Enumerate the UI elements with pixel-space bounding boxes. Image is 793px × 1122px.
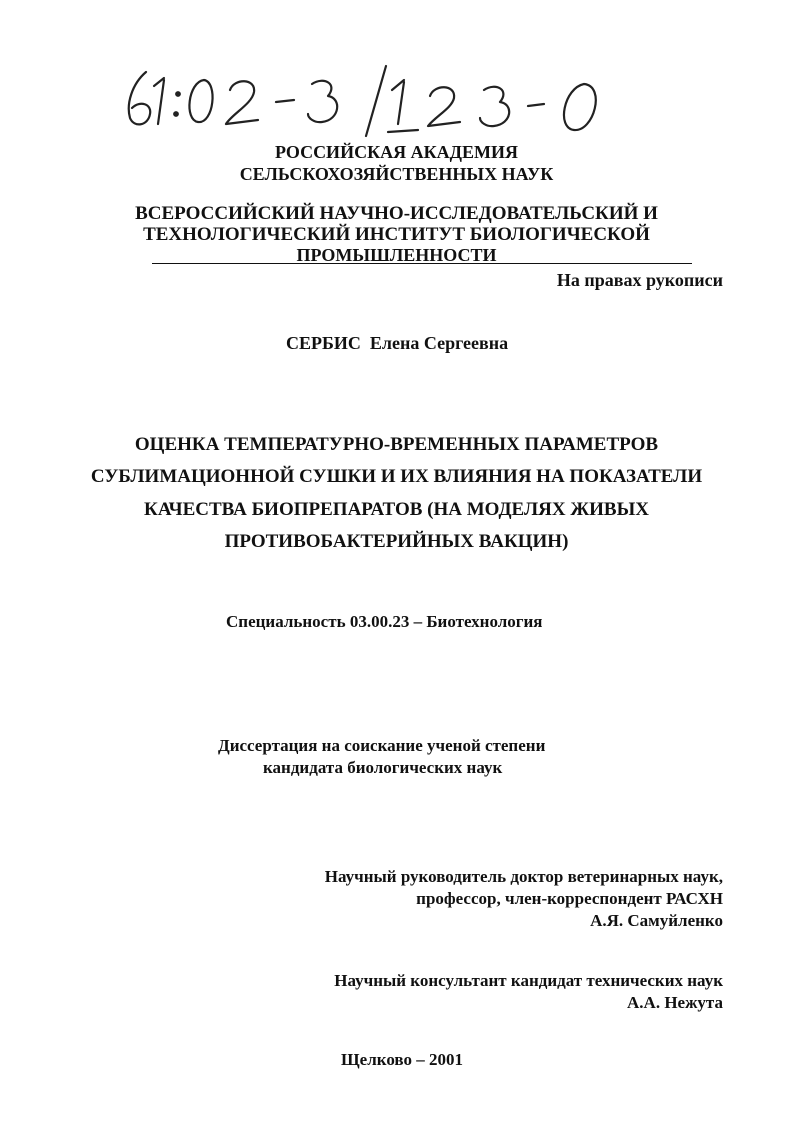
title-line-4: ПРОТИВОБАКТЕРИЙНЫХ ВАКЦИН): [224, 531, 569, 552]
dissertation-line-2: кандидата биологических наук: [263, 758, 503, 777]
title-line-3: КАЧЕСТВА БИОПРЕПАРАТОВ (НА МОДЕЛЯХ ЖИВЫХ: [144, 499, 649, 520]
consultant-name: А.А. Нежута: [627, 993, 723, 1012]
specialty: Специальность 03.00.23 – Биотехнология: [226, 612, 543, 631]
title-line-2: СУБЛИМАЦИОННОЙ СУШКИ И ИХ ВЛИЯНИЯ НА ПОКАЗАТЕЛИ: [90, 466, 703, 487]
supervisor-name: А.Я. Самуйленко: [590, 911, 723, 930]
institute-line-1: ВСЕРОССИЙСКИЙ НАУЧНО-ИССЛЕДОВАТЕЛЬСКИЙ И: [135, 203, 658, 224]
dissertation-line-1: Диссертация на соискание ученой степени: [218, 736, 546, 755]
author-given-name: Елена Сергеевна: [369, 333, 509, 353]
consultant-line-1: Научный консультант кандидат технических наук: [334, 971, 723, 990]
institute-line-3: ПРОМЫШЛЕННОСТИ: [296, 245, 497, 265]
handwritten-archive-code: [118, 62, 638, 142]
supervisor-line-1: Научный руководитель доктор ветеринарных наук,: [324, 867, 723, 886]
author-name: [286, 331, 508, 355]
supervisor-line-2: профессор, член-корреспондент РАСХН: [416, 889, 723, 908]
title-line-1: ОЦЕНКА ТЕМПЕРАТУРНО-ВРЕМЕННЫХ ПАРАМЕТРОВ: [134, 434, 659, 455]
author-surname: СЕРБИС: [286, 333, 361, 353]
place-year: Щелково – 2001: [341, 1050, 463, 1069]
institute-underline: [152, 263, 692, 264]
institute-line-2: ТЕХНОЛОГИЧЕСКИЙ ИНСТИТУТ БИОЛОГИЧЕСКОЙ: [143, 224, 650, 245]
academy-line-2: СЕЛЬСКОХОЗЯЙСТВЕННЫХ НАУК: [239, 164, 554, 184]
manuscript-note: На правах рукописи: [556, 270, 723, 290]
academy-line-1: РОССИЙСКАЯ АКАДЕМИЯ: [274, 142, 519, 162]
